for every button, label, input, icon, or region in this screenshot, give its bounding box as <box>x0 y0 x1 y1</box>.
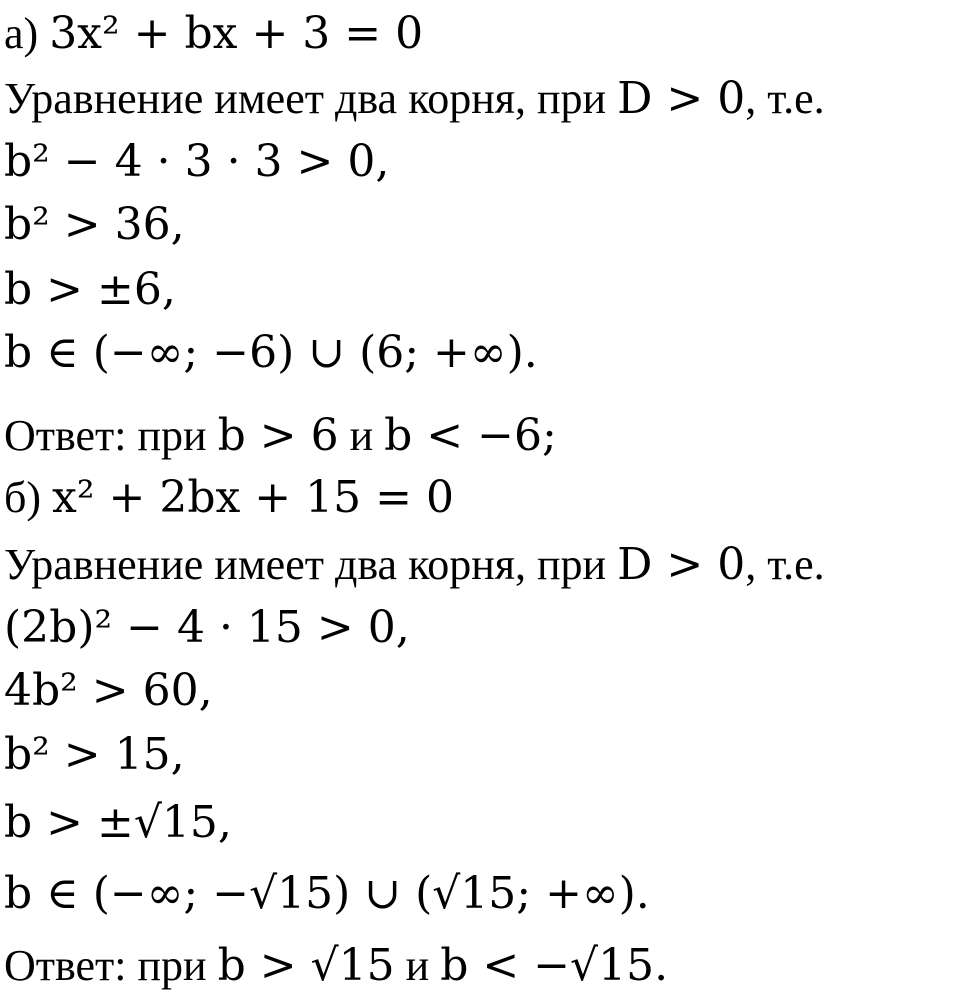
ie-text-b: , т.е. <box>745 540 825 589</box>
inequality-b-2: 4b² > 60, <box>4 665 213 716</box>
line-7 <box>4 405 557 467</box>
line-11 <box>4 660 213 722</box>
line-6 <box>4 322 538 384</box>
answer-a-and: и <box>338 411 385 460</box>
answer-a-first: b > 6 <box>217 410 339 461</box>
line-9 <box>4 534 825 596</box>
line-5 <box>4 259 176 321</box>
inequality-b-3: b² > 15, <box>4 729 185 780</box>
inequality-a-1: b² − 4 · 3 · 3 > 0, <box>4 136 390 187</box>
two-roots-text: Уравнение имеет два корня, при <box>4 74 618 123</box>
answer-a-label: Ответ: при <box>4 411 218 460</box>
line-3 <box>4 131 389 193</box>
part-a-label: а) <box>4 9 50 58</box>
line-8 <box>4 467 454 529</box>
inequality-a-3: b > ±6, <box>4 264 176 315</box>
line-15 <box>4 935 668 997</box>
answer-b-and: и <box>394 941 441 990</box>
interval-b: b ∈ (−∞; −√15) ∪ (√15; +∞). <box>4 868 650 919</box>
two-roots-text-b: Уравнение имеет два корня, при <box>4 540 618 589</box>
answer-b-label: Ответ: при <box>4 941 218 990</box>
inequality-b-4: b > ±√15, <box>4 797 232 848</box>
answer-a-second: b < −6; <box>384 410 557 461</box>
line-4 <box>4 194 185 256</box>
interval-a: b ∈ (−∞; −6) ∪ (6; +∞). <box>4 327 538 378</box>
inequality-b-1: (2b)² − 4 · 15 > 0, <box>4 602 410 653</box>
equation-b: x² + 2bx + 15 = 0 <box>52 472 454 523</box>
ie-text: , т.е. <box>745 74 825 123</box>
answer-b-second: b < −√15. <box>440 940 669 991</box>
discriminant-condition-b: D > 0 <box>617 539 746 590</box>
line-12 <box>4 724 185 786</box>
line-14 <box>4 863 650 925</box>
line-10 <box>4 597 410 659</box>
answer-b-first: b > √15 <box>217 940 395 991</box>
inequality-a-2: b² > 36, <box>4 199 185 250</box>
line-2 <box>4 68 825 130</box>
part-b-label: б) <box>4 473 53 522</box>
discriminant-condition: D > 0 <box>617 73 746 124</box>
equation-a: 3x² + bx + 3 = 0 <box>49 8 424 59</box>
line-1 <box>4 3 423 65</box>
line-13 <box>4 792 232 854</box>
